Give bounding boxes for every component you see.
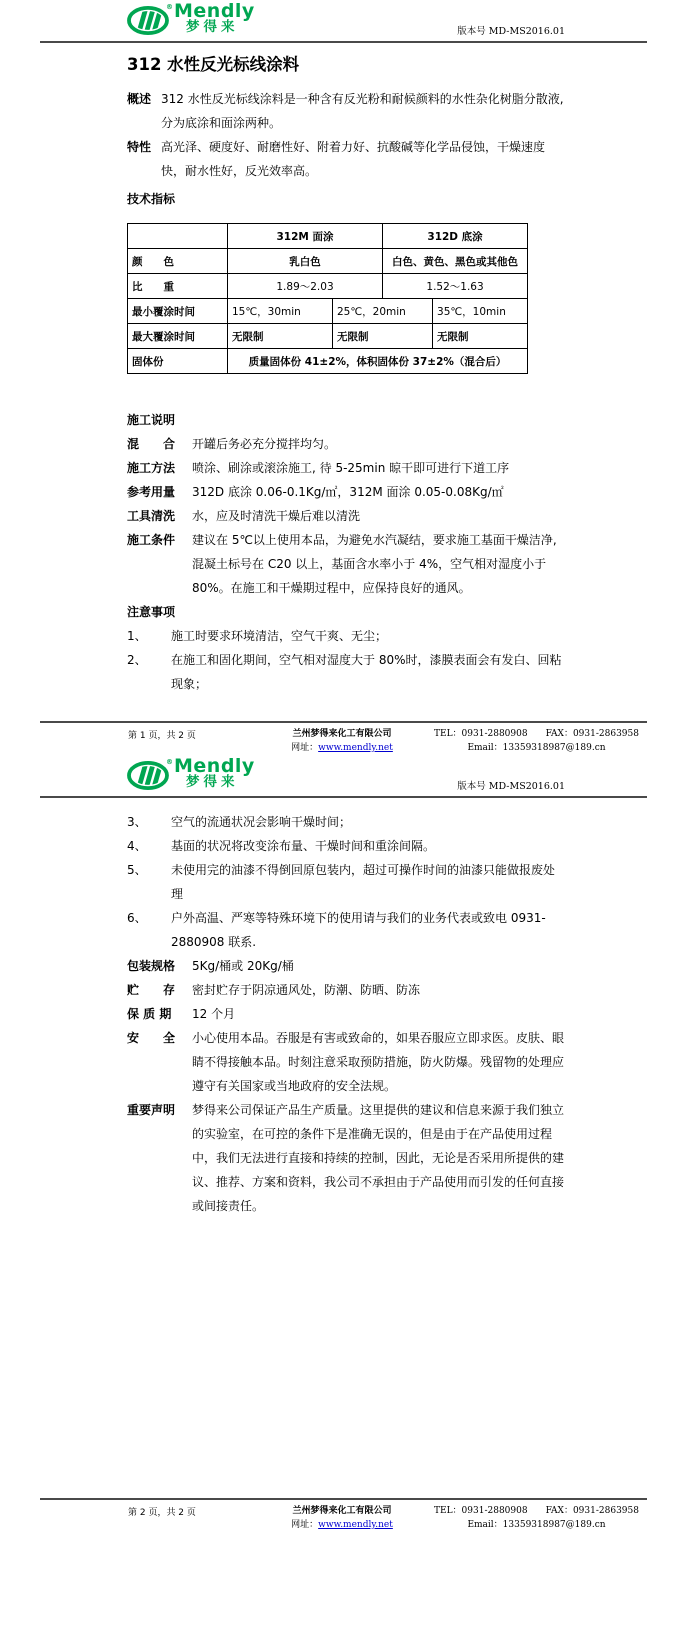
- note-1-number: 1、: [127, 629, 147, 643]
- note-3-text: 空气的流通状况会影响干燥时间；: [171, 815, 352, 829]
- version-label: 版本号 MD-MS2016.01: [457, 781, 565, 792]
- disclaimer-label: 重要声明: [127, 1103, 176, 1117]
- notes-heading: 注意事项: [127, 605, 176, 619]
- mendly-logo: [127, 0, 255, 39]
- page-1: [0, 0, 687, 755]
- tool-cleaning-row: [127, 504, 565, 528]
- color-312d: 白色、黄色、黑色或其他色: [383, 249, 528, 274]
- disclaimer-text: 梦得来公司保证产品生产质量。这里提供的建议和信息来源于我们独立的实验室，在可控的条件下是准确无误的，但是由于在产品使用过程中，我们无法进行直接和持续的控制，因此，无论是否采用所提供的建议、推荐、方案和资料，我公司不承担由于产品使用而引发的任何直接或间接责任。: [192, 1103, 565, 1213]
- mixing-text: 开罐后务必充分搅拌均匀。: [192, 437, 337, 451]
- table-row-max-recoat: [128, 324, 528, 349]
- company-name: 兰州梦得来化工有限公司: [292, 729, 392, 739]
- page2-page-number: 第 2 页，共 2 页: [128, 1508, 196, 1518]
- page2-footer: [40, 1498, 647, 1532]
- email-line: Email：13359318987@189.cn: [467, 743, 606, 753]
- website-label: 网址：: [291, 743, 319, 753]
- max-recoat-3: 无限制: [433, 324, 528, 349]
- email-line: Email：13359318987@189.cn: [467, 1520, 606, 1530]
- min-recoat-15c: 15℃，30min: [228, 299, 333, 324]
- logo-wordmark: Mendly: [174, 0, 255, 22]
- conditions-row: [127, 528, 565, 600]
- note-item-5: [127, 858, 565, 906]
- conditions-label: 施工条件: [127, 533, 176, 547]
- table-row-color: [128, 249, 528, 274]
- page2-header: [40, 755, 647, 798]
- shelf-life-row: [127, 1002, 565, 1026]
- safety-text: 小心使用本品。吞服是有害或致命的，如果吞服应立即求医。皮肤、眼睛不得接触本品。时刻注意采取预防措施，防火防爆。残留物的处理应遵守有关国家或当地政府的安全法规。: [192, 1031, 565, 1093]
- document-title: 312 水性反光标线涂料: [127, 55, 300, 74]
- note-5-number: 5、: [127, 863, 147, 877]
- storage-text: 密封贮存于阴凉通风处，防潮、防晒、防冻: [192, 983, 421, 997]
- dosage-label: 参考用量: [127, 485, 176, 499]
- mendly-logo-ellipse-icon: [127, 6, 169, 35]
- logo-chinese-name: 梦得来: [186, 19, 239, 35]
- page-2: [0, 755, 687, 1638]
- note-1-text: 施工时要求环境清洁，空气干爽、无尘；: [171, 629, 388, 643]
- construction-heading: 施工说明: [127, 413, 176, 427]
- mendly-logo-ellipse-icon: [127, 761, 169, 790]
- gravity-312d: 1.52～1.63: [383, 274, 528, 299]
- solids-value: 质量固体份 41±2%，体积固体份 37±2%（混合后）: [228, 349, 528, 374]
- page1-footer: [40, 721, 647, 755]
- min-recoat-25c: 25℃，20min: [333, 299, 433, 324]
- page1-page-number: 第 1 页，共 2 页: [128, 731, 196, 741]
- tool-cleaning-text: 水，应及时清洗干燥后难以清洗: [192, 509, 361, 523]
- col-header-312d: 312D 底涂: [383, 224, 528, 249]
- fax-number: FAX：0931-2863958: [545, 1506, 639, 1516]
- tool-cleaning-label: 工具清洗: [127, 509, 176, 523]
- packaging-row: [127, 954, 565, 978]
- note-2-text: 在施工和固化期间，空气相对湿度大于 80%时，漆膜表面会有发白、回粘现象；: [171, 653, 562, 691]
- fax-number: FAX：0931-2863958: [545, 729, 639, 739]
- table-row-gravity: [128, 274, 528, 299]
- note-item-4: [127, 834, 565, 858]
- table-row-min-recoat: [128, 299, 528, 324]
- storage-label: 贮 存: [127, 983, 176, 997]
- gravity-312m: 1.89～2.03: [228, 274, 383, 299]
- method-label: 施工方法: [127, 461, 176, 475]
- company-name: 兰州梦得来化工有限公司: [292, 1506, 392, 1516]
- version-label: 版本号 MD-MS2016.01: [457, 26, 565, 37]
- max-recoat-2: 无限制: [333, 324, 433, 349]
- row-label-solids: 固体份: [128, 349, 228, 374]
- shelf-life-text: 12 个月: [192, 1007, 236, 1021]
- website-line: [258, 1518, 426, 1532]
- method-text: 喷涂、刷涂或滚涂施工, 待 5-25min 晾干即可进行下道工序: [192, 461, 510, 475]
- method-row: [127, 456, 565, 480]
- registered-trademark-icon: ®: [166, 758, 173, 766]
- registered-trademark-icon: ®: [166, 3, 173, 11]
- row-label-gravity: 比 重: [128, 274, 228, 299]
- note-4-text: 基面的状况将改变涂布量、干燥时间和重涂间隔。: [171, 839, 436, 853]
- logo-chinese-name: 梦得来: [186, 774, 239, 790]
- page1-content: [127, 43, 565, 696]
- mendly-logo-page2: [127, 755, 255, 794]
- table-corner-cell: [128, 224, 228, 249]
- tel-fax-line: [434, 727, 639, 741]
- features-text: 高光泽、硬度好、耐磨性好、附着力好、抗酸碱等化学品侵蚀，干燥速度快，耐水性好，反光效率高。: [161, 140, 546, 178]
- tel-fax-line: [434, 1504, 639, 1518]
- note-6-text: 户外高温、严寒等特殊环境下的使用请与我们的业务代表或致电 0931-2880908 联系.: [171, 911, 546, 949]
- overview-text: 312 水性反光标线涂料是一种含有反光粉和耐候颜料的水性杂化树脂分散液, 分为底涂和面涂两种。: [161, 92, 564, 130]
- tel-number: TEL：0931-2880908: [434, 1506, 528, 1516]
- note-item-2: [127, 648, 565, 696]
- overview-label: 概述: [127, 92, 152, 106]
- disclaimer-row: [127, 1098, 565, 1218]
- max-recoat-1: 无限制: [228, 324, 333, 349]
- note-2-number: 2、: [127, 653, 147, 667]
- color-312m: 乳白色: [228, 249, 383, 274]
- footer-contact-block: [434, 1504, 639, 1532]
- website-line: [258, 741, 426, 755]
- shelf-life-label: 保 质 期: [127, 1007, 172, 1021]
- website-link[interactable]: www.mendly.net: [318, 743, 393, 753]
- col-header-312m: 312M 面涂: [228, 224, 383, 249]
- page1-header: [40, 0, 647, 43]
- logo-text: [174, 0, 255, 35]
- row-label-min-recoat: 最小覆涂时间: [128, 299, 228, 324]
- footer-company-block: [258, 727, 426, 755]
- packaging-label: 包装规格: [127, 959, 176, 973]
- safety-label: 安 全: [127, 1031, 176, 1045]
- features-row: [127, 135, 565, 183]
- note-item-3: [127, 810, 565, 834]
- table-row-solids: [128, 349, 528, 374]
- features-label: 特性: [127, 140, 152, 154]
- packaging-text: 5Kg/桶或 20Kg/桶: [192, 959, 294, 973]
- storage-row: [127, 978, 565, 1002]
- row-label-color: 颜 色: [128, 249, 228, 274]
- website-label: 网址：: [291, 1520, 319, 1530]
- dosage-row: [127, 480, 565, 504]
- page2-content: [127, 810, 565, 1218]
- mixing-row: [127, 432, 565, 456]
- note-item-1: [127, 624, 565, 648]
- conditions-text: 建议在 5℃以上使用本品，为避免水汽凝结，要求施工基面干燥洁净, 混凝土标号在 C20 以上，基面含水率小于 4%，空气相对湿度小于 80%。在施工和干燥期过程中，应保持良好的通风。: [192, 533, 557, 595]
- note-5-text: 未使用完的油漆不得倒回原包装内，超过可操作时间的油漆只能做报废处理: [171, 863, 556, 901]
- mixing-label: 混 合: [127, 437, 176, 451]
- table-header-row: [128, 224, 528, 249]
- dosage-text: 312D 底涂 0.06-0.1Kg/㎡，312M 面涂 0.05-0.08Kg/㎡: [192, 485, 504, 499]
- min-recoat-35c: 35℃，10min: [433, 299, 528, 324]
- footer-company-block: [258, 1504, 426, 1532]
- tel-number: TEL：0931-2880908: [434, 729, 528, 739]
- tech-specs-heading: 技术指标: [127, 192, 176, 206]
- note-item-6: [127, 906, 565, 954]
- note-3-number: 3、: [127, 815, 147, 829]
- logo-text: [174, 755, 255, 790]
- tech-specs-table: [127, 223, 528, 374]
- row-label-max-recoat: 最大覆涂时间: [128, 324, 228, 349]
- note-4-number: 4、: [127, 839, 147, 853]
- overview-row: [127, 87, 565, 135]
- note-6-number: 6、: [127, 911, 147, 925]
- footer-contact-block: [434, 727, 639, 755]
- safety-row: [127, 1026, 565, 1098]
- logo-wordmark: Mendly: [174, 755, 255, 777]
- website-link[interactable]: www.mendly.net: [318, 1520, 393, 1530]
